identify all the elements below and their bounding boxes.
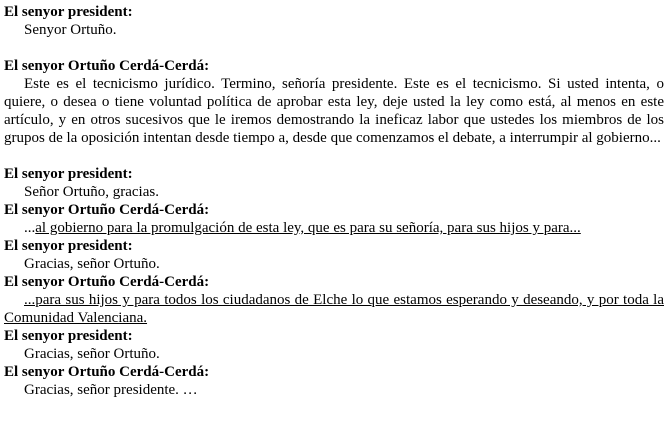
speech-text [4, 219, 664, 237]
speaker-label: El senyor Ortuño Cerdá-Cerdá: [4, 274, 210, 290]
speech-text: Este es el tecnicismo jurídico. Termino, señoría presidente. Este es el tecnicismo. Si usted intenta, o quiere, o desea o tiene voluntad política de aprobar esta ley, deje usted la ley como está, al menos en este artículo, y en otros sucesivos que le iremos demostrando la ineficaz labor que ustedes los miembros de los grupos de la oposición intentan desde tiempo a, desde que comenzamos el debate, a interrumpir al gobierno... [4, 76, 664, 146]
speaker-label: El senyor president: [4, 238, 133, 254]
speech-text: Señor Ortuño, gracias. [24, 184, 159, 200]
speech-text: Gracias, señor presidente. … [24, 382, 198, 398]
speech-text: Gracias, señor Ortuño. [24, 346, 160, 362]
transcript-document [4, 3, 664, 399]
spacer [4, 39, 664, 57]
underlined-speech-text: al gobierno para la promulgación de esta ley, que es para su señoría, para sus hijos y para... [35, 220, 581, 236]
speaker-label: El senyor Ortuño Cerdá-Cerdá: [4, 202, 210, 218]
speech-text: Gracias, señor Ortuño. [24, 256, 160, 272]
speaker-label: El senyor president: [4, 166, 133, 182]
spacer [4, 147, 664, 165]
speech-ellipsis: ... [24, 220, 36, 236]
speaker-label: El senyor president: [4, 4, 133, 20]
speaker-label: El senyor Ortuño Cerdá-Cerdá: [4, 58, 210, 74]
speaker-label: El senyor president: [4, 328, 133, 344]
underlined-speech-text: ...para sus hijos y para todos los ciudadanos de Elche lo que estamos esperando y deseando, y por toda la Comunidad Valenciana. [4, 292, 664, 326]
speaker-label: El senyor Ortuño Cerdá-Cerdá: [4, 364, 210, 380]
speech-text: Senyor Ortuño. [24, 22, 117, 38]
